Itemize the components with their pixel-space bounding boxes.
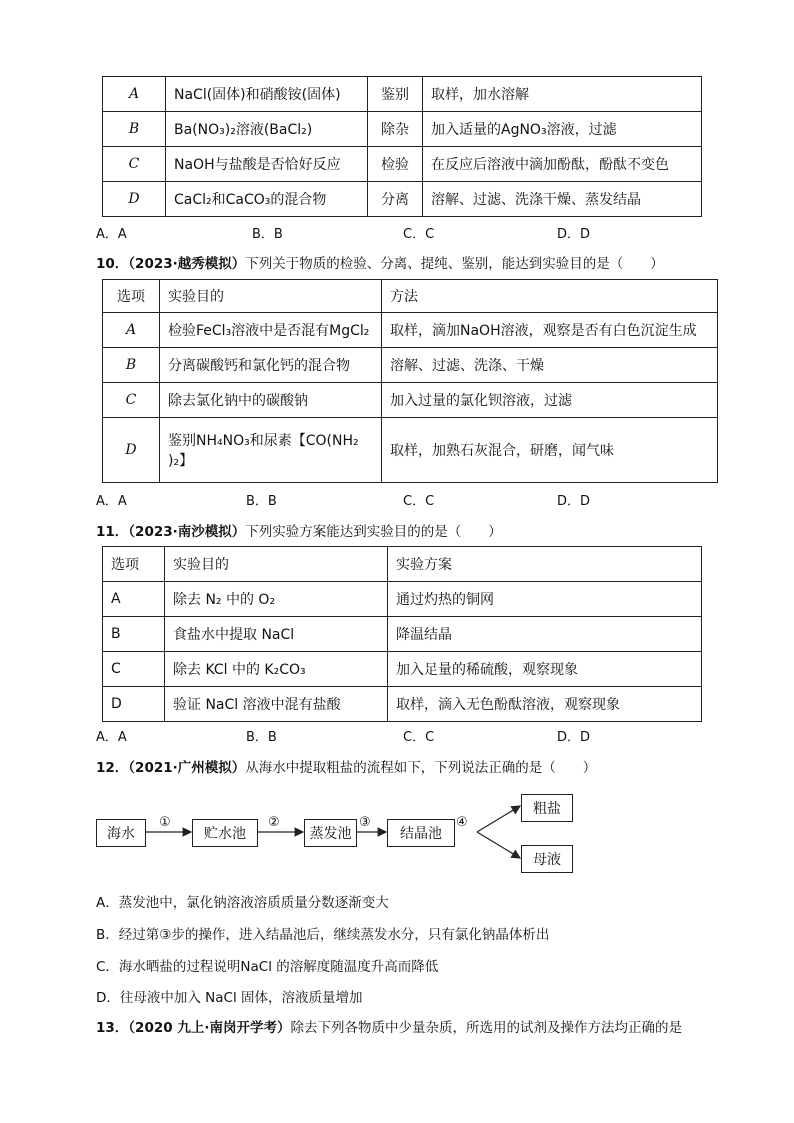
step-label-4: ④ [456,815,468,830]
arrow-4a [477,806,520,832]
flow-box-reservoir: 贮水池 [192,819,258,847]
option-c[interactable]: C．C [403,730,435,745]
question-number: 10． [96,256,129,272]
question-source: （2020 九上·南岗开学考） [128,1020,291,1036]
q12-choice-a[interactable]: A．蒸发池中，氯化钠溶液溶质质量分数逐渐变大 [96,895,389,911]
flow-box-crystallization-pond: 结晶池 [387,819,455,847]
question-number: 13． [96,1020,129,1036]
q9-table [102,76,702,217]
q11-stem [96,520,502,540]
step-label-1: ① [159,815,171,830]
flow-box-crude-salt: 粗盐 [521,794,573,822]
question-text: 下列实验方案能达到实验目的的是（ ） [245,524,502,540]
flow-box-mother-liquor: 母液 [521,845,573,873]
flow-box-seawater: 海水 [96,819,146,847]
table-header: 选项 实验目的 实验方案 [103,547,702,582]
table-row: C 除去 KCl 中的 K₂CO₃ 加入足量的稀硫酸，观察现象 [103,652,702,687]
table-row: B 分离碳酸钙和氯化钙的混合物 溶解、过滤、洗涤、干燥 [103,348,718,383]
option-a[interactable]: A．A [96,227,127,242]
q12-stem [96,756,596,776]
option-a[interactable]: A．A [96,494,127,509]
question-number: 12． [96,760,129,776]
option-c[interactable]: C．C [403,227,435,242]
table-row: A 除去 N₂ 中的 O₂ 通过灼热的铜网 [103,582,702,617]
option-b[interactable]: B．B [252,227,283,242]
q10-stem [96,252,664,272]
table-row: B Ba(NO₃)₂溶液(BaCl₂) 除杂 加入适量的AgNO₃溶液，过滤 [103,112,702,147]
table-row: D CaCl₂和CaCO₃的混合物 分离 溶解、过滤、洗涤干燥、蒸发结晶 [103,182,702,217]
table-row: A NaCl(固体)和硝酸铵(固体) 鉴别 取样，加水溶解 [103,77,702,112]
option-b[interactable]: B．B [246,730,277,745]
q12-choice-c[interactable]: C．海水晒盐的过程说明NaCl 的溶解度随温度升高而降低 [96,959,439,975]
question-text: 下列关于物质的检验、分离、提纯、鉴别，能达到实验目的是（ ） [245,256,664,272]
option-d[interactable]: D．D [557,730,591,745]
q10-table [102,279,718,483]
question-text: 从海水中提取粗盐的流程如下，下列说法正确的是（ ） [245,760,597,776]
option-b[interactable]: B．B [246,494,277,509]
question-number: 11． [96,524,129,540]
option-d[interactable]: D．D [557,227,591,242]
arrow-4b [477,832,520,858]
table-row: C 除去氯化钠中的碳酸钠 加入过量的氯化钡溶液，过滤 [103,383,718,418]
table-row: B 食盐水中提取 NaCl 降温结晶 [103,617,702,652]
q13-stem [96,1016,682,1036]
question-source: （2023·南沙模拟） [128,524,246,540]
table-header: 选项 实验目的 方法 [103,280,718,313]
q12-choice-b[interactable]: B．经过第③步的操作，进入结晶池后，继续蒸发水分，只有氯化钠晶体析出 [96,927,550,943]
table-row: D 验证 NaCl 溶液中混有盐酸 取样，滴入无色酚酞溶液，观察现象 [103,687,702,722]
q12-choice-d[interactable]: D．往母液中加入 NaCl 固体，溶液质量增加 [96,990,363,1006]
question-text: 除去下列各物质中少量杂质，所选用的试剂及操作方法均正确的是 [290,1020,682,1036]
q11-table [102,546,702,722]
table-row: D 鉴别NH₄NO₃和尿素【CO(NH₂ )₂】 取样，加熟石灰混合，研磨，闻气味 [103,418,718,483]
step-label-3: ③ [359,815,371,830]
question-source: （2023·越秀模拟） [128,256,246,272]
table-row: A 检验FeCl₃溶液中是否混有MgCl₂ 取样，滴加NaOH溶液，观察是否有白色沉淀生成 [103,313,718,348]
flow-box-evaporation-pond: 蒸发池 [304,819,357,847]
option-d[interactable]: D．D [557,494,591,509]
table-row: C NaOH与盐酸是否恰好反应 检验 在反应后溶液中滴加酚酞，酚酞不变色 [103,147,702,182]
step-label-2: ② [268,815,280,830]
option-a[interactable]: A．A [96,730,127,745]
question-source: （2021·广州模拟） [128,760,246,776]
option-c[interactable]: C．C [403,494,435,509]
